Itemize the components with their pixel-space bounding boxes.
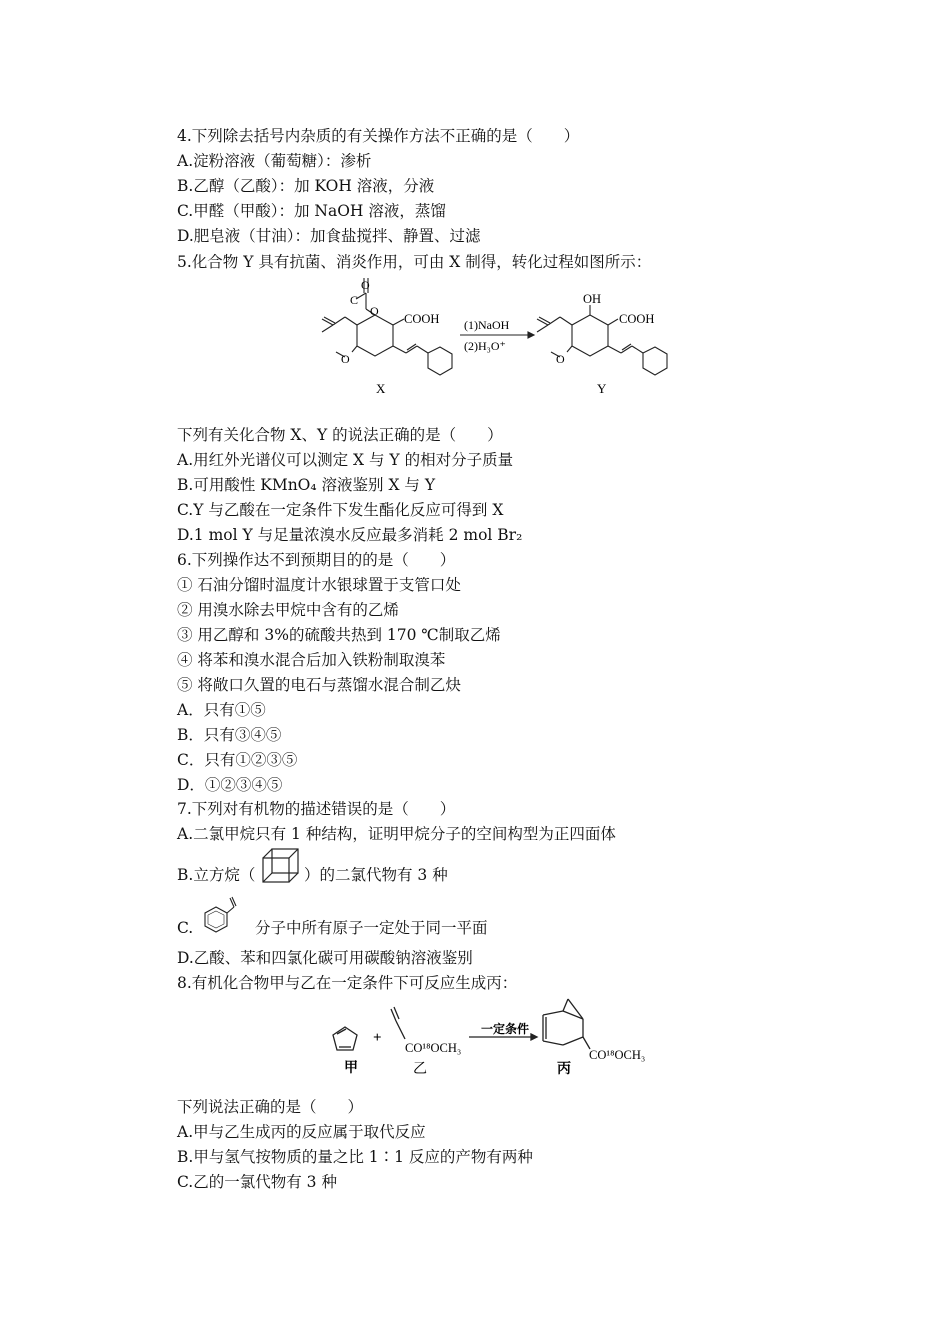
x-ester-o: O bbox=[370, 304, 379, 318]
q6-item-4: ④ 将苯和溴水混合后加入铁粉制取溴苯 bbox=[177, 651, 446, 669]
x-cooh: COOH bbox=[404, 312, 440, 326]
q5-option-c: C.Y 与乙酸在一定条件下发生酯化反应可得到 X bbox=[177, 501, 504, 519]
q8-option-b: B.甲与氢气按物质的量之比 1∶1 反应的产物有两种 bbox=[177, 1148, 533, 1166]
q4-option-d: D.肥皂液（甘油）：加食盐搅拌、静置、过滤 bbox=[177, 227, 481, 245]
yi-ester-group: CO¹⁸OCH₃ bbox=[405, 1041, 462, 1055]
bing-ester-group: CO¹⁸OCH₃ bbox=[589, 1048, 646, 1062]
q8-option-c: C.乙的一氯代物有 3 种 bbox=[177, 1173, 337, 1191]
q6-option-c: C．只有①②③⑤ bbox=[177, 751, 298, 769]
cubane-structure bbox=[260, 846, 304, 886]
y-methoxy-o: O bbox=[556, 352, 565, 366]
q4-option-a: A.淀粉溶液（葡萄糖）：渗析 bbox=[177, 152, 372, 170]
y-cooh: COOH bbox=[619, 312, 655, 326]
compound-bing-label: 丙 bbox=[557, 1062, 571, 1077]
q5-option-b: B.可用酸性 KMnO₄ 溶液鉴别 X 与 Y bbox=[177, 476, 436, 494]
q6-option-d: D．①②③④⑤ bbox=[177, 776, 283, 794]
compound-y-label: Y bbox=[597, 381, 607, 396]
compound-yi-label: 乙 bbox=[413, 1062, 427, 1077]
q6-item-2: ② 用溴水除去甲烷中含有的乙烯 bbox=[177, 601, 399, 619]
q6-item-5: ⑤ 将敞口久置的电石与蒸馏水混合制乙炔 bbox=[177, 676, 461, 694]
x-methoxy-o: O bbox=[341, 352, 350, 366]
q7-option-d: D.乙酸、苯和四氯化碳可用碳酸钠溶液鉴别 bbox=[177, 949, 473, 967]
q5-option-a: A.用红外光谱仪可以测定 X 与 Y 的相对分子质量 bbox=[177, 451, 514, 469]
q4-option-b: B.乙醇（乙酸）：加 KOH 溶液，分液 bbox=[177, 177, 435, 195]
y-oh: OH bbox=[583, 292, 602, 306]
styrene-structure bbox=[196, 895, 248, 937]
q8-option-a: A.甲与乙生成丙的反应属于取代反应 bbox=[177, 1123, 426, 1141]
q6-item-3: ③ 用乙醇和 3%的硫酸共热到 170 ℃制取乙烯 bbox=[177, 626, 501, 644]
q7-option-a: A.二氯甲烷只有 1 种结构，证明甲烷分子的空间构型为正四面体 bbox=[177, 825, 616, 843]
q4-stem: 4.下列除去括号内杂质的有关操作方法不正确的是（ ） bbox=[177, 127, 580, 145]
compound-jia-label: 甲 bbox=[344, 1061, 358, 1076]
q6-item-1: ① 石油分馏时温度计水银球置于支管口处 bbox=[177, 576, 461, 594]
q7-stem: 7.下列对有机物的描述错误的是（ ） bbox=[177, 800, 456, 818]
q5-reaction-figure bbox=[300, 275, 680, 405]
condition-1: (1)NaOH bbox=[464, 318, 510, 332]
q8-stem: 8.有机化合物甲与乙在一定条件下可反应生成丙： bbox=[177, 974, 518, 992]
plus-sign: + bbox=[373, 1030, 382, 1046]
x-carbonyl-o: O bbox=[361, 278, 370, 292]
x-carbon: C bbox=[350, 293, 359, 307]
q5-question: 下列有关化合物 X、Y 的说法正确的是（ ） bbox=[177, 426, 503, 444]
q7-option-b-prefix: B.立方烷（ bbox=[177, 866, 256, 884]
q6-option-a: A．只有①⑤ bbox=[177, 701, 266, 719]
q7-option-c-suffix: 分子中所有原子一定处于同一平面 bbox=[255, 919, 488, 937]
q6-stem: 6.下列操作达不到预期目的的是（ ） bbox=[177, 551, 456, 569]
q8-question: 下列说法正确的是（ ） bbox=[177, 1098, 364, 1116]
q6-option-b: B．只有③④⑤ bbox=[177, 726, 282, 744]
q7-option-b-suffix: ）的二氯代物有 3 种 bbox=[304, 866, 448, 884]
condition-2: (2)H₃O⁺ bbox=[464, 339, 506, 353]
q5-stem: 5.化合物 Y 具有抗菌、消炎作用，可由 X 制得，转化过程如图所示： bbox=[177, 253, 652, 271]
q7-option-c-prefix: C. bbox=[177, 919, 194, 937]
q4-option-c: C.甲醛（甲酸）：加 NaOH 溶液，蒸馏 bbox=[177, 202, 446, 220]
reaction-condition: 一定条件 bbox=[481, 1022, 530, 1036]
compound-x-label: X bbox=[376, 381, 386, 396]
q8-reaction-figure bbox=[325, 995, 655, 1080]
q5-option-d: D.1 mol Y 与足量浓溴水反应最多消耗 2 mol Br₂ bbox=[177, 526, 523, 544]
